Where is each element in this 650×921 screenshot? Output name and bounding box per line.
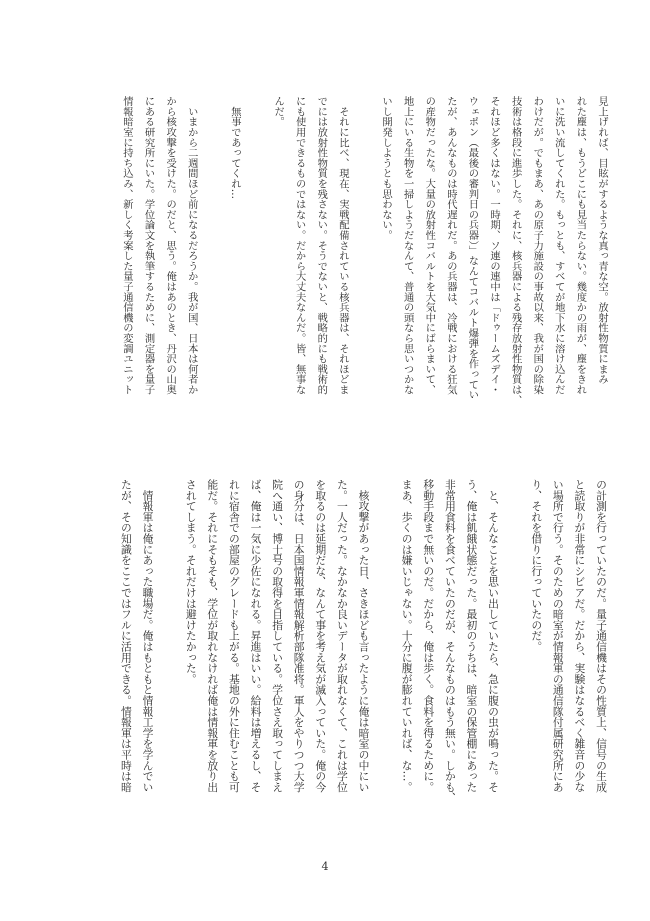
text-line: 情報暗室に持ち込み、新しく考案した量子通信機の変調ユニット <box>120 96 133 395</box>
text-line: 技術は格段に進歩した。それに、核兵器による残存放射性物質は、 <box>509 96 522 405</box>
text-line: れに宿舎での部屋のグレードも上がる。基地の外に住むことも可 <box>227 479 241 793</box>
text-line <box>374 479 396 844</box>
text-line: でには放射性物質を残さない。そうでないと、戦略的にも戦術的 <box>315 96 328 395</box>
text-line: う、俺は飢餓状態だった。最初のうちは、暗室の保管棚にあった <box>465 479 479 793</box>
text-line <box>159 479 181 844</box>
page-number: 4 <box>321 860 329 873</box>
text-line: と読取りが非常にシビアだ。だから、実験はなるべく雑音の少な <box>573 479 587 793</box>
text-line: 移動手段まで無いのだ。だから、俺は歩く。食料を得るために。 <box>422 479 436 793</box>
text-line: んだ。 <box>272 96 285 127</box>
text-line: れた塵は、もうどこにも見当たらない。幾度かの雨が、塵をきれ <box>574 96 587 395</box>
text-line: から核攻撃を受けた。のだと、思う。俺はあのとき、丹沢の山奥 <box>164 96 177 395</box>
text-line: にも使用できるものではない。だから大丈夫なんだ。皆、無事な <box>293 96 306 395</box>
text-line <box>202 96 224 436</box>
text-line: にある研究所にいた。学位論文を執筆するために、測定器を量子 <box>142 96 155 395</box>
text-line: 地上にいる生物を一掃しようだなんて、普通の頭なら思いつかな <box>401 96 414 395</box>
text-line <box>504 479 526 844</box>
text-line: まあ、歩くのは嫌いじゃない。十分に腹が膨れていれば、な…。 <box>400 479 414 793</box>
text-line: の身分は、日本国情報軍情報解析部隊准将。軍人をやりつつ大学 <box>292 479 306 793</box>
text-line: 見上げれば、目眩がするような真っ青な空。放射性物質にまみ <box>596 96 608 385</box>
text-line: ば、俺は一気に少佐になれる。昇進はいい。給料は増えるし、そ <box>249 479 263 793</box>
text-line: と、そんなことを思い出していたら、急に腹の虫が鳴った。そ <box>487 479 501 793</box>
text-line: 核攻撃があった日、さきほども言ったように俺は暗室の中にい <box>357 479 371 793</box>
text-line: り、それを借りに行っていたのだ。 <box>530 479 544 652</box>
text-line: ウェポン（最後の審判日の兵器）」なんてコバルト爆弾を作ってい <box>466 96 479 400</box>
text-line: 非常用食料を食べていたのだが、そんなものはもう無い。しかも、 <box>443 479 457 803</box>
text-line: それに比べ、現在、実戦配備されている核兵器は、それほどま <box>336 96 349 395</box>
text-line <box>245 96 267 436</box>
text-line: 能だ。それにそもそも、学位が取れなければ俺は情報軍を放り出 <box>206 479 220 793</box>
text-line: たが、その知識をここではフルに活用できる。情報軍は平時は暗 <box>119 479 133 793</box>
text-line: の産物だったな。大量の放射性コバルトを大気中にばらまいて、 <box>423 96 436 395</box>
text-line: 無事であってくれ… <box>228 96 241 199</box>
text-line <box>353 96 375 436</box>
lower-text-block <box>115 479 612 844</box>
text-line: わけだが。でもまあ、あの原子力施設の事故以来、我が国の除染 <box>531 96 544 395</box>
text-line: を取るのは延期だな、なんて事を考え気が滅入っていた。俺の今 <box>314 479 328 793</box>
text-line: い場所で行う。そのための暗室が情報軍の通信隊付属研究所にあ <box>551 479 565 793</box>
text-line: いに洗い流してくれた。もっとも、すべてが地下水に溶け込んだ <box>552 96 565 395</box>
text-line: た。一人だった。なかなか良いデータが取れなくて、これは学位 <box>335 479 349 793</box>
text-line: 情報軍は俺にあった職場だ。俺はもともと情報工学を学んでい <box>141 479 155 793</box>
text-line: 院へ通い、博士号の取得を目指している。学位さえ取ってしまえ <box>271 479 285 793</box>
text-line: たが、あんなものは時代遅れだ。あの兵器は、冷戦における狂気 <box>444 96 457 395</box>
text-line: それほど多くはない。一時期、ソ連の連中は「ドゥームズデイ・ <box>488 96 501 395</box>
text-line: いし開発しようとも思わない。 <box>380 96 393 241</box>
upper-text-block <box>115 96 612 436</box>
text-line: の計測を行っていたのだ。量子通信機はその性質上、信号の生成 <box>595 479 608 793</box>
text-line: いまから二週間ほど前になるだろうか。我が国、日本は何者か <box>185 96 198 395</box>
text-line: されてしまう。それだけは避けたかった。 <box>184 479 198 685</box>
